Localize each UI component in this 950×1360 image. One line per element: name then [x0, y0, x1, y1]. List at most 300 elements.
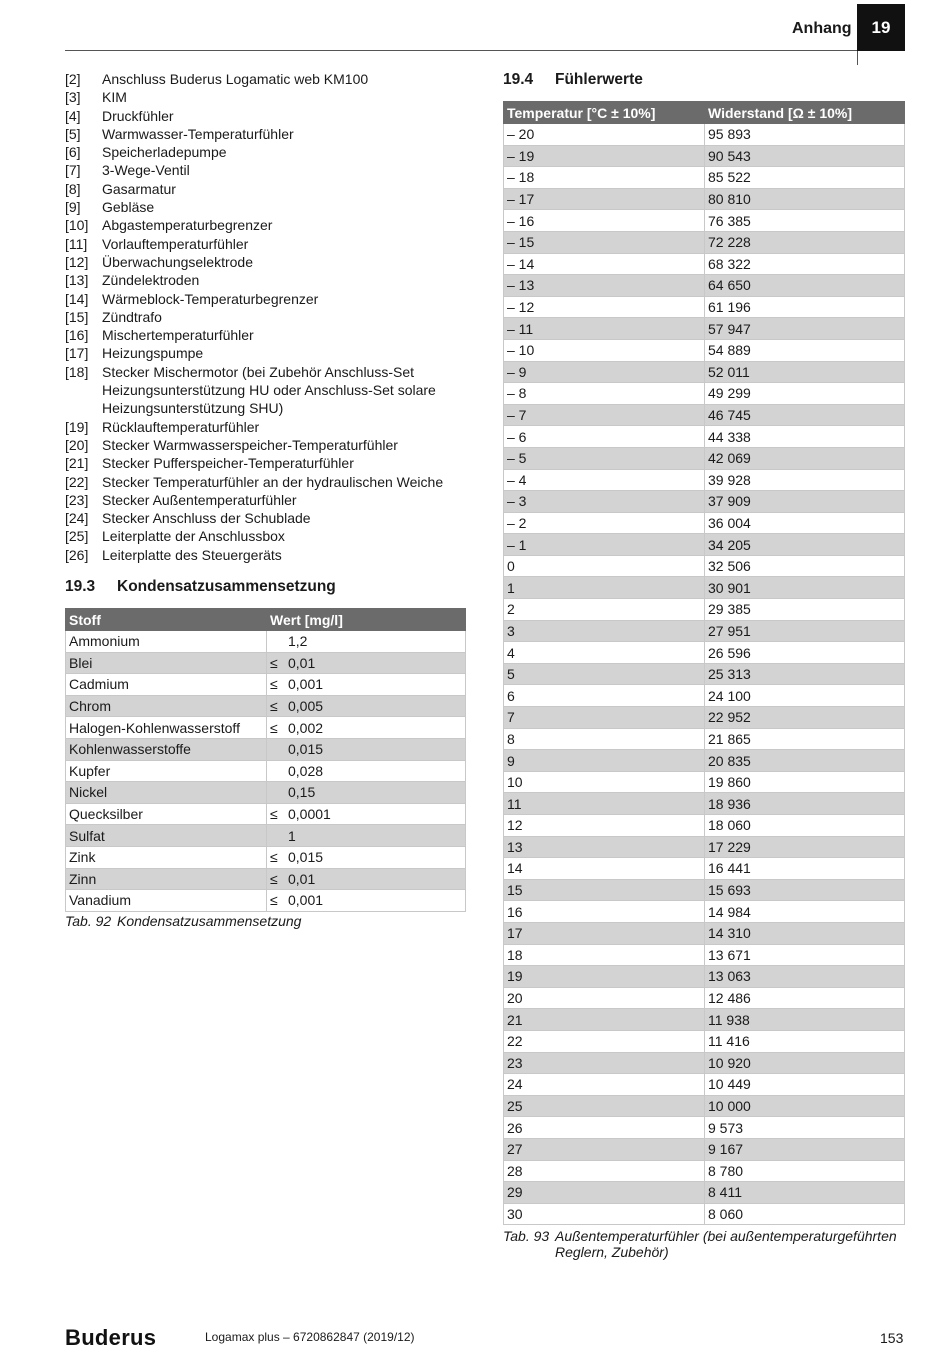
cell-temperature: – 15	[504, 231, 705, 253]
section-title: Kondensatzusammensetzung	[117, 578, 336, 595]
table-row	[504, 771, 905, 793]
table-row	[504, 858, 905, 880]
cell-temperature: 3	[504, 620, 705, 642]
legend-text: Stecker Anschluss der Schublade	[102, 510, 311, 527]
legend-text: Leiterplatte des Steuergeräts	[102, 546, 282, 563]
caption-text: Kondensatzusammensetzung	[117, 913, 302, 929]
table-row	[66, 760, 466, 782]
legend-text: Warmwasser-Temperaturfühler	[102, 125, 294, 142]
cell-resistance: 15 693	[705, 879, 905, 901]
cell-resistance: 32 506	[705, 555, 905, 577]
table-row	[504, 339, 905, 361]
component-legend-list	[65, 70, 470, 564]
cell-temperature: 7	[504, 707, 705, 729]
cell-temperature: 8	[504, 728, 705, 750]
legend-number: [15]	[65, 308, 89, 325]
table-row	[66, 782, 466, 804]
legend-number: [10]	[65, 217, 89, 234]
cell-resistance: 8 411	[705, 1182, 905, 1204]
legend-item	[65, 216, 470, 234]
legend-text: Vorlauftemperaturfühler	[102, 235, 249, 252]
table-row	[504, 404, 905, 426]
cell-temperature: 20	[504, 987, 705, 1009]
legend-number: [13]	[65, 272, 89, 289]
legend-text: Wärmeblock-Temperaturbegrenzer	[102, 290, 319, 307]
legend-item	[65, 88, 470, 106]
value: 0,001	[288, 892, 324, 909]
legend-number: [26]	[65, 546, 89, 563]
cell-resistance: 57 947	[705, 318, 905, 340]
cell-temperature: 6	[504, 685, 705, 707]
table-row	[504, 901, 905, 923]
cell-temperature: – 4	[504, 469, 705, 491]
less-equal-sign: ≤	[270, 806, 278, 823]
cell-resistance: 10 000	[705, 1095, 905, 1117]
legend-item	[65, 491, 470, 509]
cell-resistance: 22 952	[705, 707, 905, 729]
cell-resistance: 25 313	[705, 663, 905, 685]
legend-text: Stecker Warmwasserspeicher-Temperaturfühler	[102, 436, 398, 453]
legend-number: [12]	[65, 253, 89, 270]
column-header: Wert [mg/l]	[267, 609, 466, 631]
table-row	[504, 1203, 905, 1225]
table-row	[504, 1160, 905, 1182]
legend-item	[65, 344, 470, 362]
less-equal-sign: ≤	[270, 654, 278, 671]
table-row	[504, 1182, 905, 1204]
cell-resistance: 20 835	[705, 750, 905, 772]
cell-stoff: Quecksilber	[66, 803, 267, 825]
table-row	[504, 253, 905, 275]
column-header: Stoff	[66, 609, 267, 631]
legend-item	[65, 363, 470, 418]
cell-resistance: 85 522	[705, 167, 905, 189]
cell-stoff: Zink	[66, 846, 267, 868]
cell-temperature: – 14	[504, 253, 705, 275]
legend-item	[65, 436, 470, 454]
value: 0,015	[288, 849, 324, 866]
cell-temperature: 11	[504, 793, 705, 815]
cell-temperature: – 5	[504, 447, 705, 469]
legend-text: 3-Wege-Ventil	[102, 162, 190, 179]
table-row	[504, 231, 905, 253]
legend-text: Anschluss Buderus Logamatic web KM100	[102, 71, 369, 87]
table-row	[66, 674, 466, 696]
cell-resistance: 26 596	[705, 642, 905, 664]
chapter-number-box: 19	[857, 4, 905, 51]
legend-item	[65, 546, 470, 564]
cell-temperature: 23	[504, 1052, 705, 1074]
table-row	[66, 803, 466, 825]
table-row	[66, 717, 466, 739]
cell-resistance: 61 196	[705, 296, 905, 318]
header-section-title: Anhang	[792, 20, 852, 37]
cell-temperature: 14	[504, 858, 705, 880]
cell-temperature: 18	[504, 944, 705, 966]
legend-number: [7]	[65, 162, 81, 179]
cell-resistance: 14 310	[705, 922, 905, 944]
legend-number: [22]	[65, 473, 89, 490]
legend-text: Stecker Temperaturfühler an der hydraulischen Weiche	[102, 473, 444, 490]
table-row	[504, 318, 905, 340]
cell-resistance: 16 441	[705, 858, 905, 880]
table-row	[504, 188, 905, 210]
legend-number: [16]	[65, 327, 89, 344]
legend-item	[65, 125, 470, 143]
legend-text: Stecker Pufferspeicher-Temperaturfühler	[102, 455, 354, 472]
buderus-logo: Buderus	[65, 1325, 157, 1350]
cell-temperature: – 10	[504, 339, 705, 361]
cell-resistance: 37 909	[705, 491, 905, 513]
less-equal-sign: ≤	[270, 719, 278, 736]
cell-temperature: 28	[504, 1160, 705, 1182]
cell-temperature: – 3	[504, 491, 705, 513]
legend-number: [21]	[65, 455, 89, 472]
table-header-row	[66, 609, 466, 631]
table-caption-93	[503, 1228, 903, 1260]
cell-resistance: 10 449	[705, 1074, 905, 1096]
footer-document-id: Logamax plus – 6720862847 (2019/12)	[205, 1330, 415, 1344]
table-row	[504, 491, 905, 513]
table-row	[66, 652, 466, 674]
cell-stoff: Nickel	[66, 782, 267, 804]
cell-wert	[267, 890, 466, 912]
table-row	[504, 1009, 905, 1031]
section-heading-kondensat	[65, 578, 336, 596]
table-row	[504, 1138, 905, 1160]
table-row	[66, 825, 466, 847]
legend-number: [2]	[65, 71, 81, 87]
table-row	[504, 383, 905, 405]
cell-temperature: 16	[504, 901, 705, 923]
cell-temperature: – 7	[504, 404, 705, 426]
cell-resistance: 68 322	[705, 253, 905, 275]
cell-resistance: 49 299	[705, 383, 905, 405]
value: 1,2	[288, 633, 308, 650]
column-header: Widerstand [Ω ± 10%]	[705, 102, 905, 124]
section-heading-fuehler	[503, 71, 643, 89]
cell-resistance: 8 780	[705, 1160, 905, 1182]
cell-resistance: 42 069	[705, 447, 905, 469]
cell-resistance: 13 063	[705, 966, 905, 988]
table-row	[66, 631, 466, 653]
table-caption-92	[65, 913, 301, 929]
fuehlerwerte-table	[503, 101, 905, 1225]
table-row	[504, 944, 905, 966]
legend-number: [25]	[65, 528, 89, 545]
legend-item	[65, 253, 470, 271]
table-row	[504, 663, 905, 685]
legend-text: Zündtrafo	[102, 308, 162, 325]
cell-stoff: Ammonium	[66, 631, 267, 653]
table-header-row	[504, 102, 905, 124]
cell-resistance: 10 920	[705, 1052, 905, 1074]
table-row	[504, 426, 905, 448]
cell-wert	[267, 695, 466, 717]
table-row	[504, 599, 905, 621]
cell-resistance: 34 205	[705, 534, 905, 556]
legend-text: Stecker Außentemperaturfühler	[102, 491, 297, 508]
cell-resistance: 21 865	[705, 728, 905, 750]
value: 0,028	[288, 762, 324, 779]
table-row	[504, 815, 905, 837]
legend-item	[65, 70, 470, 88]
cell-stoff: Zinn	[66, 868, 267, 890]
kondensat-table	[65, 608, 466, 912]
cell-temperature: – 9	[504, 361, 705, 383]
legend-item	[65, 509, 470, 527]
table-row	[66, 868, 466, 890]
cell-resistance: 11 416	[705, 1030, 905, 1052]
table-row	[504, 1030, 905, 1052]
cell-wert	[267, 803, 466, 825]
table-row	[504, 275, 905, 297]
cell-resistance: 24 100	[705, 685, 905, 707]
less-equal-sign: ≤	[270, 892, 278, 909]
legend-item	[65, 271, 470, 289]
table-row	[504, 512, 905, 534]
legend-text: Speicherladepumpe	[102, 144, 227, 161]
table-row	[504, 1095, 905, 1117]
cell-wert	[267, 782, 466, 804]
table-row	[504, 922, 905, 944]
cell-resistance: 54 889	[705, 339, 905, 361]
value: 0,002	[288, 719, 324, 736]
legend-text: Zündelektroden	[102, 272, 200, 289]
cell-temperature: 30	[504, 1203, 705, 1225]
cell-temperature: – 6	[504, 426, 705, 448]
table-row	[504, 1117, 905, 1139]
table-row	[66, 738, 466, 760]
table-row	[504, 210, 905, 232]
cell-resistance: 30 901	[705, 577, 905, 599]
legend-number: [8]	[65, 180, 81, 197]
value: 0,001	[288, 676, 324, 693]
legend-item	[65, 326, 470, 344]
table-row	[504, 447, 905, 469]
cell-wert	[267, 652, 466, 674]
cell-wert	[267, 846, 466, 868]
legend-number: [14]	[65, 290, 89, 307]
table-row	[504, 685, 905, 707]
less-equal-sign: ≤	[270, 698, 278, 715]
cell-temperature: 27	[504, 1138, 705, 1160]
table-row	[504, 750, 905, 772]
cell-stoff: Halogen-Kohlenwasserstoff	[66, 717, 267, 739]
cell-temperature: 19	[504, 966, 705, 988]
cell-temperature: – 1	[504, 534, 705, 556]
legend-item	[65, 107, 470, 125]
cell-resistance: 39 928	[705, 469, 905, 491]
cell-stoff: Sulfat	[66, 825, 267, 847]
cell-temperature: 26	[504, 1117, 705, 1139]
caption-number: Tab. 92	[65, 913, 112, 929]
table-row	[504, 145, 905, 167]
cell-temperature: 17	[504, 922, 705, 944]
legend-item	[65, 527, 470, 545]
cell-resistance: 52 011	[705, 361, 905, 383]
cell-resistance: 46 745	[705, 404, 905, 426]
cell-temperature: – 2	[504, 512, 705, 534]
legend-item	[65, 418, 470, 436]
legend-item	[65, 454, 470, 472]
cell-resistance: 8 060	[705, 1203, 905, 1225]
cell-temperature: 2	[504, 599, 705, 621]
cell-wert	[267, 868, 466, 890]
legend-text: Leiterplatte der Anschlussbox	[102, 528, 285, 545]
cell-stoff: Blei	[66, 652, 267, 674]
cell-stoff: Kohlenwasserstoffe	[66, 738, 267, 760]
table-row	[504, 534, 905, 556]
table-row	[504, 966, 905, 988]
caption-text: Außentemperaturfühler (bei außentemperaturgeführten Reglern, Zubehör)	[555, 1228, 897, 1260]
table-row	[504, 124, 905, 146]
cell-resistance: 76 385	[705, 210, 905, 232]
section-number: 19.3	[65, 578, 96, 595]
legend-text: Stecker Mischermotor (bei Zubehör Anschluss-Set Heizungsunterstützung HU oder Anschluss-Set solare Heizungsunterstützung SHU)	[102, 363, 436, 417]
cell-temperature: – 12	[504, 296, 705, 318]
cell-temperature: – 8	[504, 383, 705, 405]
cell-temperature: 5	[504, 663, 705, 685]
legend-item	[65, 308, 470, 326]
table-row	[504, 836, 905, 858]
cell-resistance: 18 060	[705, 815, 905, 837]
cell-temperature: – 19	[504, 145, 705, 167]
cell-temperature: 24	[504, 1074, 705, 1096]
cell-resistance: 44 338	[705, 426, 905, 448]
less-equal-sign: ≤	[270, 676, 278, 693]
legend-text: Heizungspumpe	[102, 345, 204, 362]
cell-wert	[267, 717, 466, 739]
cell-temperature: – 17	[504, 188, 705, 210]
legend-text: KIM	[102, 89, 127, 106]
legend-item	[65, 161, 470, 179]
legend-item	[65, 143, 470, 161]
legend-number: [3]	[65, 89, 81, 106]
table-row	[504, 361, 905, 383]
legend-number: [18]	[65, 363, 89, 380]
cell-temperature: 25	[504, 1095, 705, 1117]
cell-temperature: 15	[504, 879, 705, 901]
legend-number: [17]	[65, 345, 89, 362]
cell-resistance: 11 938	[705, 1009, 905, 1031]
table-row	[504, 296, 905, 318]
table-row	[504, 1074, 905, 1096]
table-row	[66, 695, 466, 717]
section-title: Fühlerwerte	[555, 71, 643, 88]
table-row	[504, 620, 905, 642]
table-row	[66, 846, 466, 868]
legend-number: [11]	[65, 235, 88, 252]
cell-temperature: – 11	[504, 318, 705, 340]
cell-resistance: 9 167	[705, 1138, 905, 1160]
section-number: 19.4	[503, 71, 534, 88]
cell-resistance: 90 543	[705, 145, 905, 167]
cell-temperature: 13	[504, 836, 705, 858]
legend-text: Mischertemperaturfühler	[102, 327, 254, 344]
cell-stoff: Cadmium	[66, 674, 267, 696]
cell-temperature: – 20	[504, 124, 705, 146]
value: 1	[288, 827, 296, 844]
legend-number: [20]	[65, 436, 89, 453]
legend-text: Gasarmatur	[102, 180, 176, 197]
less-equal-sign: ≤	[270, 849, 278, 866]
page-number: 153	[880, 1330, 904, 1346]
legend-number: [6]	[65, 144, 81, 161]
cell-resistance: 72 228	[705, 231, 905, 253]
cell-wert	[267, 674, 466, 696]
table-row	[504, 1052, 905, 1074]
cell-temperature: – 13	[504, 275, 705, 297]
value: 0,0001	[288, 806, 331, 823]
less-equal-sign: ≤	[270, 870, 278, 887]
table-row	[504, 642, 905, 664]
table-row	[504, 728, 905, 750]
cell-wert	[267, 825, 466, 847]
legend-text: Überwachungselektrode	[102, 253, 253, 270]
cell-resistance: 95 893	[705, 124, 905, 146]
column-header: Temperatur [°C ± 10%]	[504, 102, 705, 124]
legend-number: [19]	[65, 418, 89, 435]
header-divider	[65, 50, 857, 51]
cell-temperature: – 18	[504, 167, 705, 189]
legend-number: [24]	[65, 510, 89, 527]
table-row	[504, 793, 905, 815]
cell-resistance: 64 650	[705, 275, 905, 297]
cell-temperature: 21	[504, 1009, 705, 1031]
cell-resistance: 9 573	[705, 1117, 905, 1139]
table-row	[504, 555, 905, 577]
legend-text: Gebläse	[102, 199, 155, 216]
value: 0,15	[288, 784, 316, 801]
cell-stoff: Vanadium	[66, 890, 267, 912]
cell-resistance: 14 984	[705, 901, 905, 923]
cell-wert	[267, 631, 466, 653]
cell-resistance: 27 951	[705, 620, 905, 642]
caption-number: Tab. 93	[503, 1228, 550, 1244]
cell-temperature: 10	[504, 771, 705, 793]
table-row	[504, 707, 905, 729]
cell-wert	[267, 760, 466, 782]
cell-temperature: 29	[504, 1182, 705, 1204]
cell-temperature: 1	[504, 577, 705, 599]
legend-number: [23]	[65, 491, 89, 508]
cell-resistance: 29 385	[705, 599, 905, 621]
cell-temperature: 22	[504, 1030, 705, 1052]
legend-text: Druckfühler	[102, 107, 174, 124]
cell-temperature: – 16	[504, 210, 705, 232]
legend-item	[65, 473, 470, 491]
legend-item	[65, 235, 470, 253]
value: 0,01	[288, 654, 316, 671]
table-row	[504, 879, 905, 901]
cell-temperature: 9	[504, 750, 705, 772]
header-tick	[857, 51, 858, 65]
legend-number: [9]	[65, 199, 81, 216]
value: 0,015	[288, 741, 324, 758]
cell-resistance: 19 860	[705, 771, 905, 793]
legend-item	[65, 290, 470, 308]
value: 0,005	[288, 698, 324, 715]
table-row	[504, 167, 905, 189]
cell-resistance: 13 671	[705, 944, 905, 966]
table-row	[66, 890, 466, 912]
cell-resistance: 80 810	[705, 188, 905, 210]
legend-number: [4]	[65, 107, 81, 124]
cell-temperature: 0	[504, 555, 705, 577]
cell-wert	[267, 738, 466, 760]
table-row	[504, 577, 905, 599]
